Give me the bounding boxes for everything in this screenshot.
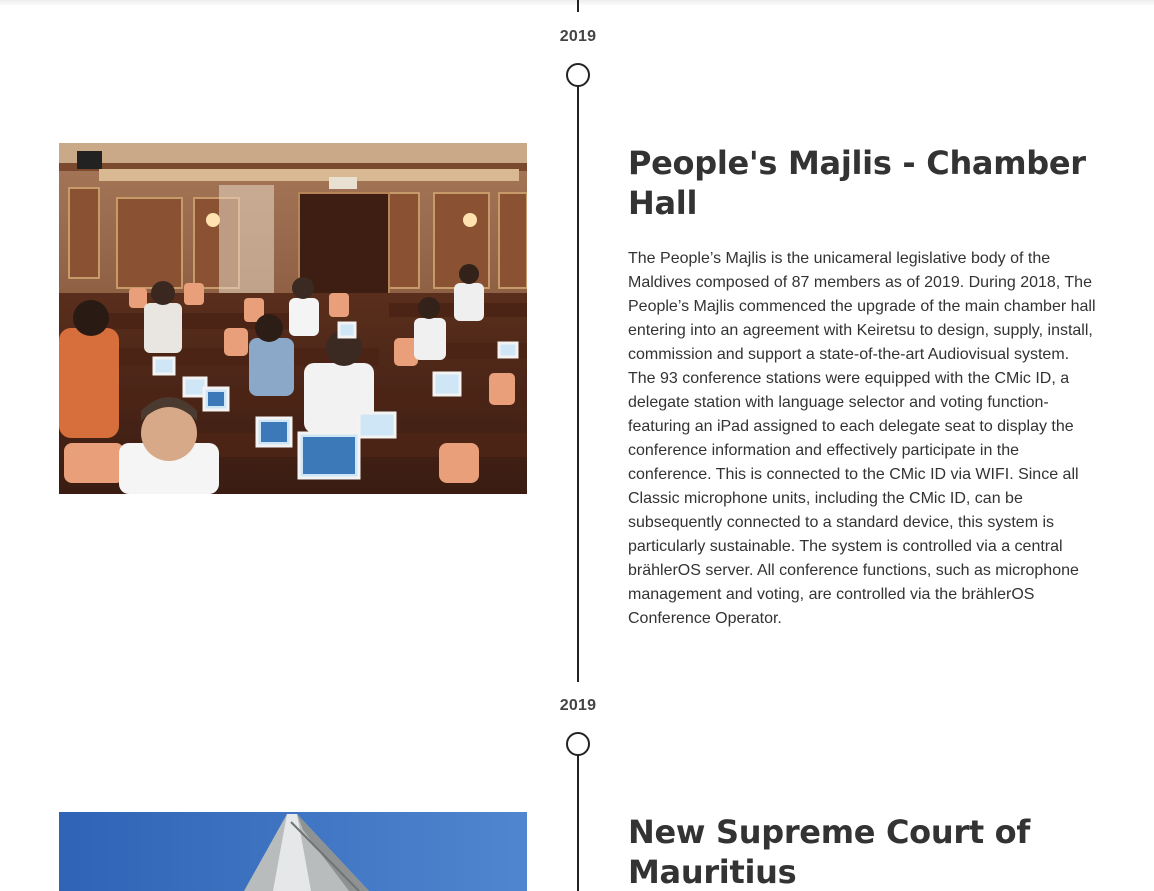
- entry-description: The People’s Majlis is the unicameral legislative body of the Maldives composed of 87 members as of 2019. During 2018, The People’s Majlis commenced the upgrade of the main chamber hall entering into an agreement with Keiretsu to design, supply, install, commission and support a state-of-the-art Audiovisual system. The 93 conference stations were equipped with the CMic ID, a delegate station with language selector and voting function-featuring an iPad assigned to each delegate seat to display the conference information and effectively participate in the conference. This is connected to the CMic ID via WIFI. Since all Classic microphone units, including the CMic ID, can be subsequently connected to a standard device, this system is particularly sustainable. The system is controlled via a central brählerOS server. All conference functions, such as microphone management and voting, are controlled via the brählerOS Conference Operator.: [628, 250, 1096, 627]
- supreme-court-photo: [59, 812, 527, 891]
- entry-title: New Supreme Court of Mauritius: [628, 813, 1030, 891]
- timeline-year: 2019: [559, 697, 597, 714]
- chamber-hall-photo: [59, 143, 527, 494]
- timeline-node-icon: [566, 63, 590, 87]
- timeline-line: [577, 755, 579, 891]
- timeline-line: [577, 86, 579, 682]
- entry-title: People's Majlis - Chamber Hall: [628, 144, 1086, 222]
- timeline-node-icon: [566, 732, 590, 756]
- timeline-year: 2019: [559, 28, 597, 45]
- timeline-line: [577, 0, 579, 12]
